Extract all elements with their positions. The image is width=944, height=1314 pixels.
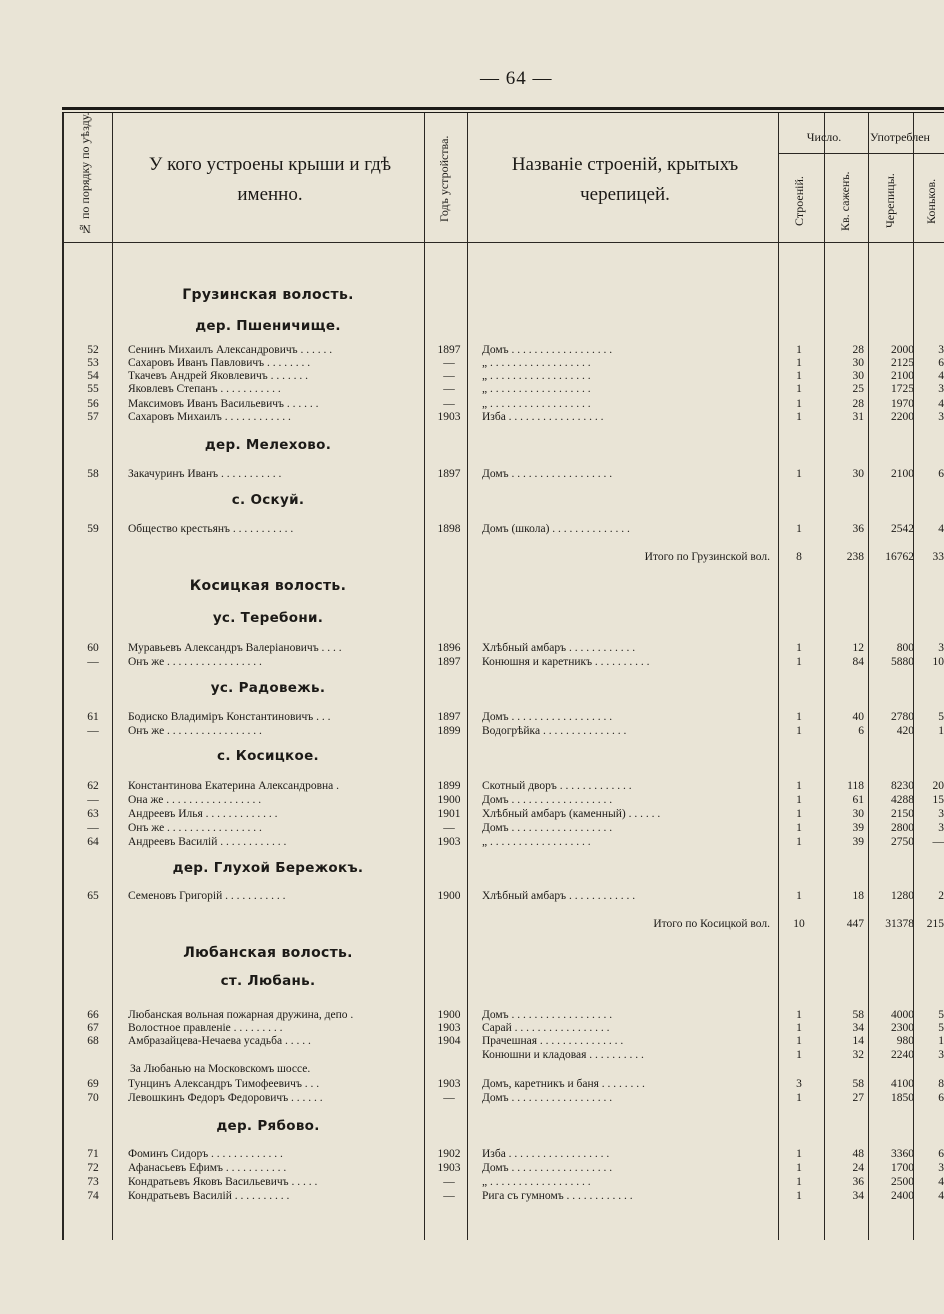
row-square-sazhens: 25 [852, 383, 864, 395]
row-count: 1 [796, 1176, 802, 1188]
header-year: Годъ устройства. [437, 135, 451, 223]
row-count: 1 [796, 1022, 802, 1034]
row-building: Домъ, каретникъ и баня . . . . . . . . [482, 1078, 645, 1090]
row-ridges: 3 [938, 808, 944, 820]
row-ridges: 6 [938, 1148, 944, 1160]
row-number: 56 [87, 398, 99, 410]
total-tiles: 16762 [885, 551, 914, 563]
row-tiles: 2300 [891, 1022, 914, 1034]
table-row [62, 1091, 944, 1105]
row-building: „ . . . . . . . . . . . . . . . . . . [482, 836, 591, 848]
table-row [62, 835, 944, 849]
row-square-sazhens: 28 [852, 398, 864, 410]
row-year: 1899 [437, 780, 461, 792]
row-square-sazhens: 14 [852, 1035, 864, 1047]
row-owner: Общество крестьянъ . . . . . . . . . . . [128, 523, 294, 535]
header-owner: У кого устроены крыши и гдѣ именно. [148, 154, 392, 206]
header-group-rule [778, 153, 944, 154]
row-building: Изба . . . . . . . . . . . . . . . . . . [482, 1148, 610, 1160]
row-tiles: 2150 [891, 808, 914, 820]
total-row [62, 550, 944, 564]
total-tiles: 31378 [885, 918, 914, 930]
row-number: 72 [87, 1162, 99, 1174]
table-row [62, 1077, 944, 1091]
row-square-sazhens: 31 [852, 411, 864, 423]
row-square-sazhens: 40 [852, 711, 864, 723]
row-tiles: 2750 [891, 836, 914, 848]
row-count: 1 [796, 656, 802, 668]
row-owner: Андреевъ Василій . . . . . . . . . . . . [128, 836, 287, 848]
row-year: 1899 [437, 725, 461, 737]
table-row [62, 369, 944, 383]
row-ridges: 3 [938, 411, 944, 423]
row-owner: Любанская вольная пожарная дружина, депо . [128, 1009, 354, 1021]
total-square-sazhens: 447 [846, 918, 864, 930]
row-tiles: 2240 [891, 1049, 914, 1061]
row-year: 1903 [437, 1162, 461, 1174]
table-row [62, 807, 944, 821]
top-rule-thin [62, 112, 944, 113]
row-tiles: 3360 [891, 1148, 914, 1160]
row-owner: Онъ же . . . . . . . . . . . . . . . . . [128, 725, 262, 737]
col-line-count [824, 113, 825, 1240]
table-row [62, 889, 944, 903]
row-square-sazhens: 27 [852, 1092, 864, 1104]
header-used-group: Употреблен [870, 130, 930, 144]
row-number: 52 [87, 344, 99, 356]
row-building: „ . . . . . . . . . . . . . . . . . . [482, 370, 591, 382]
row-year: — [443, 357, 455, 369]
col-line-building [778, 113, 779, 1240]
row-building: Домъ . . . . . . . . . . . . . . . . . . [482, 822, 613, 834]
header-square-sazhens: Кв. саженъ. [838, 171, 852, 231]
row-ridges: 4 [938, 370, 944, 382]
row-count: 1 [796, 836, 802, 848]
row-owner: Семеновъ Григорій . . . . . . . . . . . [128, 890, 286, 902]
row-building: Домъ (школа) . . . . . . . . . . . . . . [482, 523, 630, 535]
row-tiles: 2100 [891, 370, 914, 382]
row-ridges: 2 [938, 890, 944, 902]
table-row [62, 410, 944, 424]
row-year: 1897 [437, 711, 461, 723]
table-row [62, 397, 944, 411]
row-number: 58 [87, 468, 99, 480]
row-count: 1 [796, 822, 802, 834]
table-row [62, 467, 944, 481]
row-square-sazhens: 48 [852, 1148, 864, 1160]
row-square-sazhens: 30 [852, 808, 864, 820]
row-owner: Муравьевъ Александръ Валеріановичъ . . . . [128, 642, 342, 654]
row-owner: Андреевъ Илья . . . . . . . . . . . . . [128, 808, 278, 820]
table-row [62, 522, 944, 536]
header-building: Названіе строеній, крытыхъ черепицей. [511, 154, 739, 206]
row-square-sazhens: 6 [858, 725, 864, 737]
row-count: 1 [796, 890, 802, 902]
row-tiles: 1725 [891, 383, 914, 395]
row-year: 1900 [437, 1009, 461, 1021]
row-count: 1 [796, 1049, 802, 1061]
row-owner: Сенинъ Михаилъ Александровичъ . . . . . . [128, 344, 333, 356]
row-ridges: 6 [938, 468, 944, 480]
table-row [62, 1048, 944, 1062]
row-building: Домъ . . . . . . . . . . . . . . . . . . [482, 1009, 613, 1021]
row-building: „ . . . . . . . . . . . . . . . . . . [482, 383, 591, 395]
table-row [62, 1034, 944, 1048]
col-line-year [467, 113, 468, 1240]
row-ridges: 6 [938, 357, 944, 369]
row-count: 1 [796, 344, 802, 356]
row-ridges: 4 [938, 523, 944, 535]
row-count: 1 [796, 780, 802, 792]
table-row [62, 382, 944, 396]
section-title: Косицкая волость. [189, 578, 347, 594]
row-building: Хлѣбный амбаръ . . . . . . . . . . . . [482, 890, 636, 902]
row-building: Водогрѣйка . . . . . . . . . . . . . . . [482, 725, 627, 737]
row-number: 61 [87, 711, 99, 723]
row-year: 1903 [437, 1078, 461, 1090]
row-number: 60 [87, 642, 99, 654]
row-building: Домъ . . . . . . . . . . . . . . . . . . [482, 468, 613, 480]
row-year: 1900 [437, 794, 461, 806]
section-title: ус. Радовежь. [210, 680, 326, 696]
col-line-no [112, 113, 113, 1240]
row-year: — [443, 1176, 455, 1188]
row-building: „ . . . . . . . . . . . . . . . . . . [482, 1176, 591, 1188]
table-row [62, 821, 944, 835]
row-owner: Левошкинъ Федоръ Федоровичъ . . . . . . [128, 1092, 323, 1104]
row-year: 1901 [437, 808, 461, 820]
location-note: За Любанью на Московскомъ шоссе. [130, 1063, 311, 1075]
row-year: 1903 [437, 411, 461, 423]
row-number: 70 [87, 1092, 99, 1104]
table-row [62, 641, 944, 655]
row-number: 67 [87, 1022, 99, 1034]
total-label: Итого по Косицкой вол. [653, 918, 770, 930]
row-year: 1903 [437, 1022, 461, 1034]
row-tiles: 2500 [891, 1176, 914, 1188]
row-number: 63 [87, 808, 99, 820]
table-row [62, 356, 944, 370]
row-tiles: 4100 [891, 1078, 914, 1090]
row-count: 1 [796, 794, 802, 806]
row-square-sazhens: 39 [852, 822, 864, 834]
row-building: Домъ . . . . . . . . . . . . . . . . . . [482, 711, 613, 723]
row-number: 73 [87, 1176, 99, 1188]
table-row [62, 710, 944, 724]
col-line-left [62, 113, 64, 1240]
section-title: Грузинская волость. [182, 287, 354, 303]
row-ridges: 4 [938, 398, 944, 410]
row-owner: Ткачевъ Андрей Яковлевичъ . . . . . . . [128, 370, 308, 382]
row-ridges: 3 [938, 383, 944, 395]
row-year: 1897 [437, 656, 461, 668]
row-owner: Волостное правленіе . . . . . . . . . [128, 1022, 283, 1034]
row-building: Рига съ гумномъ . . . . . . . . . . . . [482, 1190, 633, 1202]
row-tiles: 2800 [891, 822, 914, 834]
row-year: — [443, 370, 455, 382]
row-ridges: 1 [938, 1035, 944, 1047]
section-title: ус. Теребони. [212, 610, 324, 626]
row-tiles: 1700 [891, 1162, 914, 1174]
total-label: Итого по Грузинской вол. [644, 551, 770, 563]
row-ridges: 3 [938, 642, 944, 654]
row-owner: Сахаровъ Михаилъ . . . . . . . . . . . . [128, 411, 291, 423]
row-owner: Кондратьевъ Яковъ Васильевичъ . . . . . [128, 1176, 318, 1188]
header-buildings: Строеній. [792, 176, 806, 226]
row-year: 1896 [437, 642, 461, 654]
row-count: 1 [796, 1190, 802, 1202]
row-tiles: 5880 [891, 656, 914, 668]
row-number: 69 [87, 1078, 99, 1090]
row-building: Хлѣбный амбаръ (каменный) . . . . . . [482, 808, 661, 820]
row-year: 1903 [437, 836, 461, 848]
row-tiles: 2125 [891, 357, 914, 369]
row-tiles: 2100 [891, 468, 914, 480]
row-ridges: 1 [938, 725, 944, 737]
row-count: 1 [796, 523, 802, 535]
table-row [62, 724, 944, 738]
row-square-sazhens: 58 [852, 1078, 864, 1090]
row-building: „ . . . . . . . . . . . . . . . . . . [482, 398, 591, 410]
total-count: 10 [793, 918, 805, 930]
row-square-sazhens: 30 [852, 370, 864, 382]
row-tiles: 1970 [891, 398, 914, 410]
row-year: 1900 [437, 890, 461, 902]
row-tiles: 4000 [891, 1009, 914, 1021]
section-title: Любанская волость. [183, 945, 353, 961]
row-square-sazhens: 36 [852, 1176, 864, 1188]
row-tiles: 4288 [891, 794, 914, 806]
row-building: „ . . . . . . . . . . . . . . . . . . [482, 357, 591, 369]
row-number: — [87, 656, 99, 668]
row-year: — [443, 1092, 455, 1104]
row-tiles: 980 [896, 1035, 914, 1047]
row-number: 65 [87, 890, 99, 902]
table-row [62, 343, 944, 357]
row-owner: Бодиско Владиміръ Константиновичъ . . . [128, 711, 331, 723]
row-square-sazhens: 39 [852, 836, 864, 848]
row-count: 1 [796, 411, 802, 423]
row-owner: Афанасьевъ Ефимъ . . . . . . . . . . . [128, 1162, 287, 1174]
row-tiles: 800 [896, 642, 914, 654]
row-year: 1897 [437, 468, 461, 480]
table-row [62, 1189, 944, 1203]
row-number: 68 [87, 1035, 99, 1047]
row-year: — [443, 822, 455, 834]
row-number: 59 [87, 523, 99, 535]
row-owner: Онъ же . . . . . . . . . . . . . . . . . [128, 822, 262, 834]
row-ridges: 4 [938, 1176, 944, 1188]
row-tiles: 1850 [891, 1092, 914, 1104]
col-line-sq [868, 113, 869, 1240]
row-building: Домъ . . . . . . . . . . . . . . . . . . [482, 794, 613, 806]
row-owner: Кондратьевъ Василій . . . . . . . . . . [128, 1190, 290, 1202]
row-tiles: 2400 [891, 1190, 914, 1202]
row-building: Изба . . . . . . . . . . . . . . . . . [482, 411, 604, 423]
total-ridges: 215 [926, 918, 944, 930]
section-title: дер. Глухой Бережокъ. [172, 860, 364, 876]
page-number: — 64 — [480, 68, 553, 89]
row-ridges: 15 [932, 794, 944, 806]
row-building: Конюшня и каретникъ . . . . . . . . . . [482, 656, 650, 668]
table-row [62, 1008, 944, 1022]
total-ridges: 33 [932, 551, 944, 563]
section-title: дер. Рябово. [216, 1118, 320, 1134]
row-square-sazhens: 34 [852, 1022, 864, 1034]
section-title: с. Косицкое. [217, 748, 319, 764]
row-ridges: 3 [938, 1162, 944, 1174]
row-square-sazhens: 32 [852, 1049, 864, 1061]
table-row [62, 793, 944, 807]
section-title: дер. Мелехово. [204, 437, 332, 453]
header-number: № по порядку по уѣзду. [78, 112, 92, 236]
row-square-sazhens: 18 [852, 890, 864, 902]
row-count: 1 [796, 383, 802, 395]
row-count: 1 [796, 1035, 802, 1047]
row-count: 1 [796, 370, 802, 382]
row-square-sazhens: 84 [852, 656, 864, 668]
row-count: 1 [796, 808, 802, 820]
row-building: Домъ . . . . . . . . . . . . . . . . . . [482, 1162, 613, 1174]
row-owner: Максимовъ Иванъ Васильевичъ . . . . . . [128, 398, 319, 410]
top-rule [62, 107, 944, 110]
row-owner: Тунцинъ Александръ Тимофеевичъ . . . [128, 1078, 320, 1090]
row-number: 64 [87, 836, 99, 848]
header-count-group: Число. [806, 130, 842, 144]
row-number: 57 [87, 411, 99, 423]
row-year: — [443, 383, 455, 395]
row-tiles: 2200 [891, 411, 914, 423]
row-ridges: 5 [938, 1022, 944, 1034]
row-ridges: 3 [938, 822, 944, 834]
row-square-sazhens: 118 [847, 780, 864, 792]
row-count: 1 [796, 1162, 802, 1174]
row-year: 1898 [437, 523, 461, 535]
section-title: дер. Пшеничище. [195, 318, 341, 334]
row-year: 1902 [437, 1148, 461, 1160]
row-owner: Закачуринъ Иванъ . . . . . . . . . . . [128, 468, 282, 480]
row-number: — [87, 725, 99, 737]
row-building: Хлѣбный амбаръ . . . . . . . . . . . . [482, 642, 636, 654]
row-number: 62 [87, 780, 99, 792]
row-count: 1 [796, 357, 802, 369]
row-square-sazhens: 30 [852, 357, 864, 369]
row-count: 3 [796, 1078, 802, 1090]
row-count: 1 [796, 711, 802, 723]
row-square-sazhens: 61 [852, 794, 864, 806]
row-owner: Сахаровъ Иванъ Павловичъ . . . . . . . . [128, 357, 311, 369]
row-number: 66 [87, 1009, 99, 1021]
row-ridges: 4 [938, 1190, 944, 1202]
row-square-sazhens: 34 [852, 1190, 864, 1202]
row-count: 1 [796, 398, 802, 410]
row-number: 74 [87, 1190, 99, 1202]
row-ridges: 10 [932, 656, 944, 668]
row-count: 1 [796, 725, 802, 737]
row-number: 55 [87, 383, 99, 395]
table-row [62, 1161, 944, 1175]
row-number: — [87, 822, 99, 834]
row-year: 1904 [437, 1035, 461, 1047]
row-number: 54 [87, 370, 99, 382]
col-line-tiles [913, 113, 914, 1240]
header-ridges: Коньков. [924, 178, 938, 224]
table-row [62, 779, 944, 793]
row-ridges: 5 [938, 1009, 944, 1021]
row-tiles: 2542 [891, 523, 914, 535]
table-row [62, 1147, 944, 1161]
row-tiles: 1280 [891, 890, 914, 902]
row-building: Домъ . . . . . . . . . . . . . . . . . . [482, 344, 613, 356]
row-ridges: 5 [938, 711, 944, 723]
row-building: Прачешная . . . . . . . . . . . . . . . [482, 1035, 624, 1047]
row-count: 1 [796, 1092, 802, 1104]
table-row [62, 1175, 944, 1189]
row-tiles: 2000 [891, 344, 914, 356]
row-building: Скотный дворъ . . . . . . . . . . . . . [482, 780, 632, 792]
row-year: — [443, 1190, 455, 1202]
row-owner: Амбразайцева-Нечаева усадьба . . . . . [128, 1035, 311, 1047]
row-building: Домъ . . . . . . . . . . . . . . . . . . [482, 1092, 613, 1104]
row-owner: Фоминъ Сидоръ . . . . . . . . . . . . . [128, 1148, 283, 1160]
row-ridges: 3 [938, 1049, 944, 1061]
row-building: Конюшни и кладовая . . . . . . . . . . [482, 1049, 644, 1061]
row-square-sazhens: 30 [852, 468, 864, 480]
row-ridges: — [932, 836, 944, 848]
row-owner: Онъ же . . . . . . . . . . . . . . . . . [128, 656, 262, 668]
row-tiles: 2780 [891, 711, 914, 723]
row-count: 1 [796, 642, 802, 654]
row-square-sazhens: 24 [852, 1162, 864, 1174]
row-ridges: 6 [938, 1092, 944, 1104]
row-number: 53 [87, 357, 99, 369]
row-count: 1 [796, 1009, 802, 1021]
row-tiles: 420 [896, 725, 914, 737]
row-count: 1 [796, 1148, 802, 1160]
row-ridges: 3 [938, 344, 944, 356]
section-title: ст. Любань. [220, 973, 316, 989]
row-count: 1 [796, 468, 802, 480]
total-square-sazhens: 238 [846, 551, 864, 563]
row-square-sazhens: 58 [852, 1009, 864, 1021]
row-number: — [87, 794, 99, 806]
section-title: с. Оскуй. [231, 492, 305, 508]
row-building: Сарай . . . . . . . . . . . . . . . . . [482, 1022, 610, 1034]
table-row [62, 655, 944, 669]
row-ridges: 20 [932, 780, 944, 792]
table-row [62, 1021, 944, 1035]
col-line-owner [424, 113, 425, 1240]
row-year: 1897 [437, 344, 461, 356]
row-square-sazhens: 12 [852, 642, 864, 654]
row-tiles: 8230 [891, 780, 914, 792]
row-square-sazhens: 36 [852, 523, 864, 535]
row-ridges: 8 [938, 1078, 944, 1090]
row-number: 71 [87, 1148, 99, 1160]
row-year: — [443, 398, 455, 410]
header-bottom-rule [62, 242, 944, 243]
total-count: 8 [796, 551, 802, 563]
row-owner: Константинова Екатерина Александровна . [128, 780, 340, 792]
row-owner: Яковлевъ Степанъ . . . . . . . . . . . [128, 383, 281, 395]
row-owner: Она же . . . . . . . . . . . . . . . . . [128, 794, 262, 806]
row-square-sazhens: 28 [852, 344, 864, 356]
total-row [62, 917, 944, 931]
header-tiles: Черепицы. [883, 173, 897, 229]
